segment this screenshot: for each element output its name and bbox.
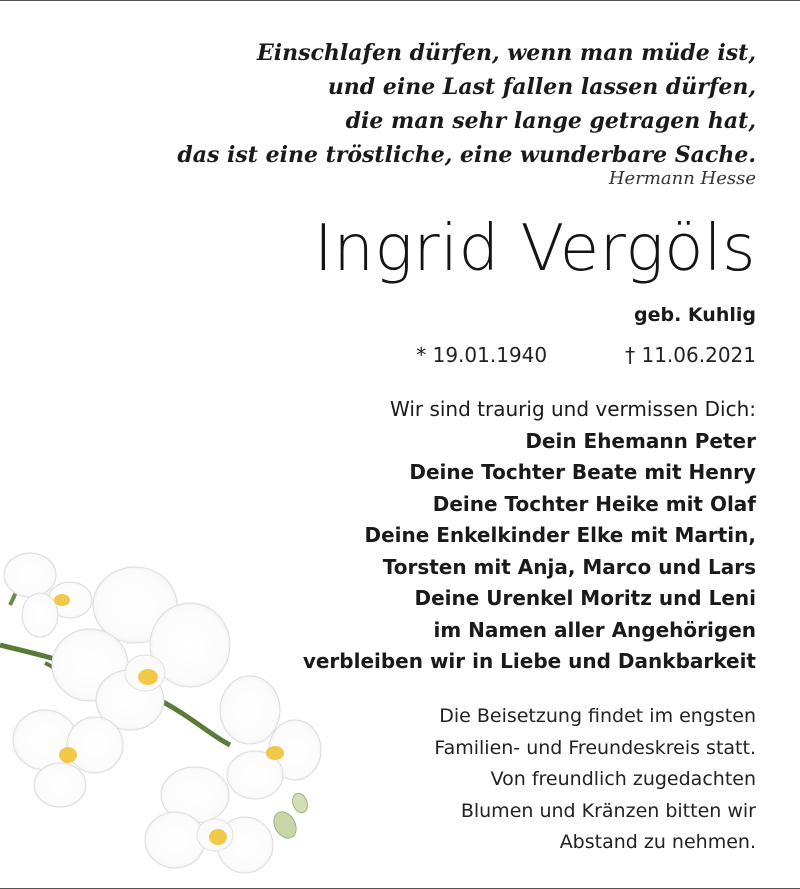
notice-line: Abstand zu nehmen. xyxy=(559,831,756,853)
mourner-line: Dein Ehemann Peter xyxy=(525,428,756,453)
notice-line: Von freundlich zugedachten xyxy=(490,768,756,790)
maiden-name: geb. Kuhlig xyxy=(634,304,756,326)
quote-line: die man sehr lange getragen hat, xyxy=(345,108,756,134)
mourners-block xyxy=(303,394,756,678)
death-date: † 11.06.2021 xyxy=(625,343,756,367)
mourners-intro: Wir sind traurig und vermissen Dich: xyxy=(389,397,756,421)
funeral-notice xyxy=(434,701,756,859)
mourner-line: Torsten mit Anja, Marco und Lars xyxy=(382,554,756,579)
deceased-name: Ingrid Vergöls xyxy=(314,212,756,286)
mourner-line: verbleiben wir in Liebe und Dankbarkeit xyxy=(302,649,756,673)
mourner-line: Deine Tochter Beate mit Henry xyxy=(409,460,756,484)
life-dates xyxy=(416,343,756,367)
birth-date: * 19.01.1940 xyxy=(416,343,548,367)
notice-line: Die Beisetzung findet im engsten xyxy=(439,705,756,727)
mourner-line: Deine Enkelkinder Elke mit Martin, xyxy=(364,523,756,547)
orchid-icon xyxy=(0,545,330,885)
quote-line: und eine Last fallen lassen dürfen, xyxy=(327,74,756,100)
notice-line: Familien- und Freundeskreis statt. xyxy=(434,736,756,759)
mourner-line: im Namen aller Angehörigen xyxy=(433,617,756,642)
quote-author: Hermann Hesse xyxy=(608,168,756,189)
quote-line: Einschlafen dürfen, wenn man müde ist, xyxy=(256,40,756,66)
notice-line: Blumen und Kränzen bitten wir xyxy=(460,799,756,822)
hesse-quote xyxy=(177,36,756,172)
quote-line: das ist eine tröstliche, eine wunderbare Sache. xyxy=(177,142,756,168)
mourner-line: Deine Tochter Heike mit Olaf xyxy=(432,491,756,516)
mourner-line: Deine Urenkel Moritz und Leni xyxy=(414,586,756,610)
